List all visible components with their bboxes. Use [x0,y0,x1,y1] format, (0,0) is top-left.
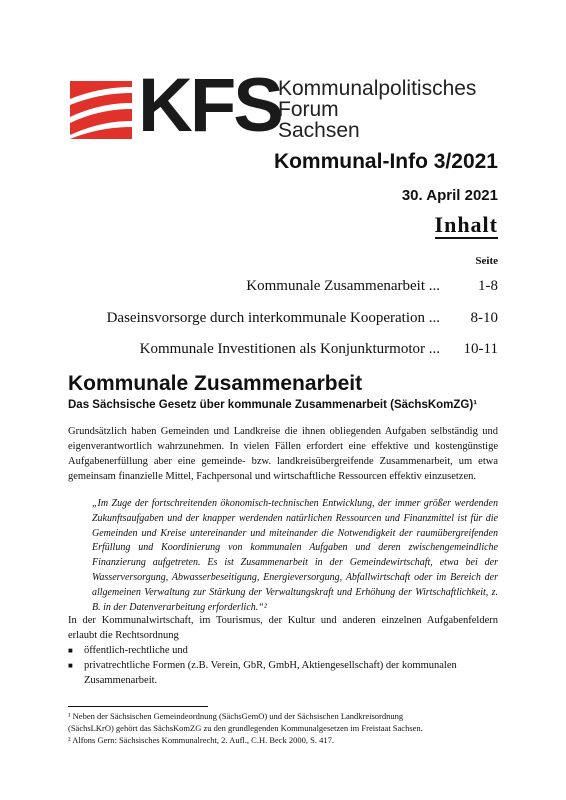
toc-item-title: Daseinsvorsorge durch interkommunale Kooperation ... [106,310,440,326]
footnote-divider [68,706,208,707]
org-name-line-2: Forum [278,98,339,121]
footnote-line: (SächsLKrO) gehört das SächsKomZG zu den grundlegenden Kommunalgesetzen im Freistaat Sachsen. [68,723,423,733]
toc-item-title: Kommunale Zusammenarbeit ... [246,278,440,294]
article-heading: Kommunale Zusammenarbeit [68,372,363,395]
article-paragraph-1: Grundsätzlich haben Gemeinden und Landkreise die ihnen obliegenden Aufgaben selbständig und eigenverantwortlich wahrzunehmen. In vielen Fällen erfordert eine effektive und kostengünstige Aufgabenerfüllung aber eine gemeinde- bzw. landkreisübergreifende Zusammenarbeit, um etwa gemeinsam finanzielle Mittel, Fachpersonal und wirtschaftliche Ressourcen effektiv einzusetzen. [68,426,498,482]
list-item [68,643,498,658]
bullet-square-icon: ■ [68,661,73,670]
bullet-list [68,643,498,688]
org-name-line-3: Sachsen [278,119,360,142]
article-subheading: Das Sächsische Gesetz über kommunale Zusammenarbeit (SächsKomZG)¹ [68,399,478,411]
logo-stripes-icon [70,81,132,139]
toc-item-pages: 1-8 [478,278,498,294]
article-quote: „Im Zuge der fortschreitenden ökonomisch-technischen Entwicklung, der immer größer werdenden Zukunftsaufgaben und der knapper werdenden natürlichen Ressourcen und Finanzmittel ist für die Gemeinden und Kreise untereinander und miteinander die Notwendigkeit der raumübergreifenden Erfüllung und Koordinierung von kommunalen Aufgaben und deren zwischengemeindliche Finanzierung aufgetreten. Es ist Zusammenarbeit in der Gemeindewirtschaft, etwa bei der Wasserversorgung, Abwasserbeseitigung, Energieversorgung, Abfallwirtschaft oder im Bereich der allgemeinen Verwaltung zur Stärkung der Verwaltungskraft und Erhöhung der Wirtschaftlichkeit, z. B. in der Datenverarbeitung erforderlich.“² [92,498,498,613]
issue-title: Kommunal-Info 3/2021 [273,150,498,173]
list-item-text: privatrechtliche Formen (z.B. Verein, GbR, GmbH, Aktiengesellschaft) der kommunalen Zusammenarbeit. [84,660,457,686]
toc-item[interactable] [107,310,498,327]
footnote-line: ² Alfons Gern: Sächsisches Kommunalrecht, 2. Aufl., C.H. Beck 2000, S. 417. [68,735,335,745]
toc-item-pages: 10-11 [463,341,498,357]
list-item-text: öffentlich-rechtliche und [84,645,188,656]
toc-heading: Inhalt [434,212,498,237]
org-name-line-1: Kommunalpolitisches [278,77,477,100]
bullet-square-icon: ■ [68,646,73,655]
issue-date: 30. April 2021 [401,187,498,204]
toc-item-title: Kommunale Investitionen als Konjunkturmotor ... [139,341,440,357]
footnote-line: ¹ Neben der Sächsischen Gemeindeordnung (SächsGemO) und der Sächsischen Landkreisordnung [68,711,404,721]
logo-letters: KFS [138,63,281,148]
toc-item[interactable] [140,341,498,358]
article-paragraph-2: In der Kommunalwirtschaft, im Tourismus, der Kultur und anderen einzelnen Aufgabenfeldern erlaubt die Rechtsordnung [68,615,498,641]
list-item [68,658,498,688]
footnotes [68,710,508,746]
toc-page-label: Seite [475,255,498,267]
toc-item-pages: 8-10 [470,310,498,326]
org-name [278,78,476,141]
toc-item[interactable] [246,278,498,295]
